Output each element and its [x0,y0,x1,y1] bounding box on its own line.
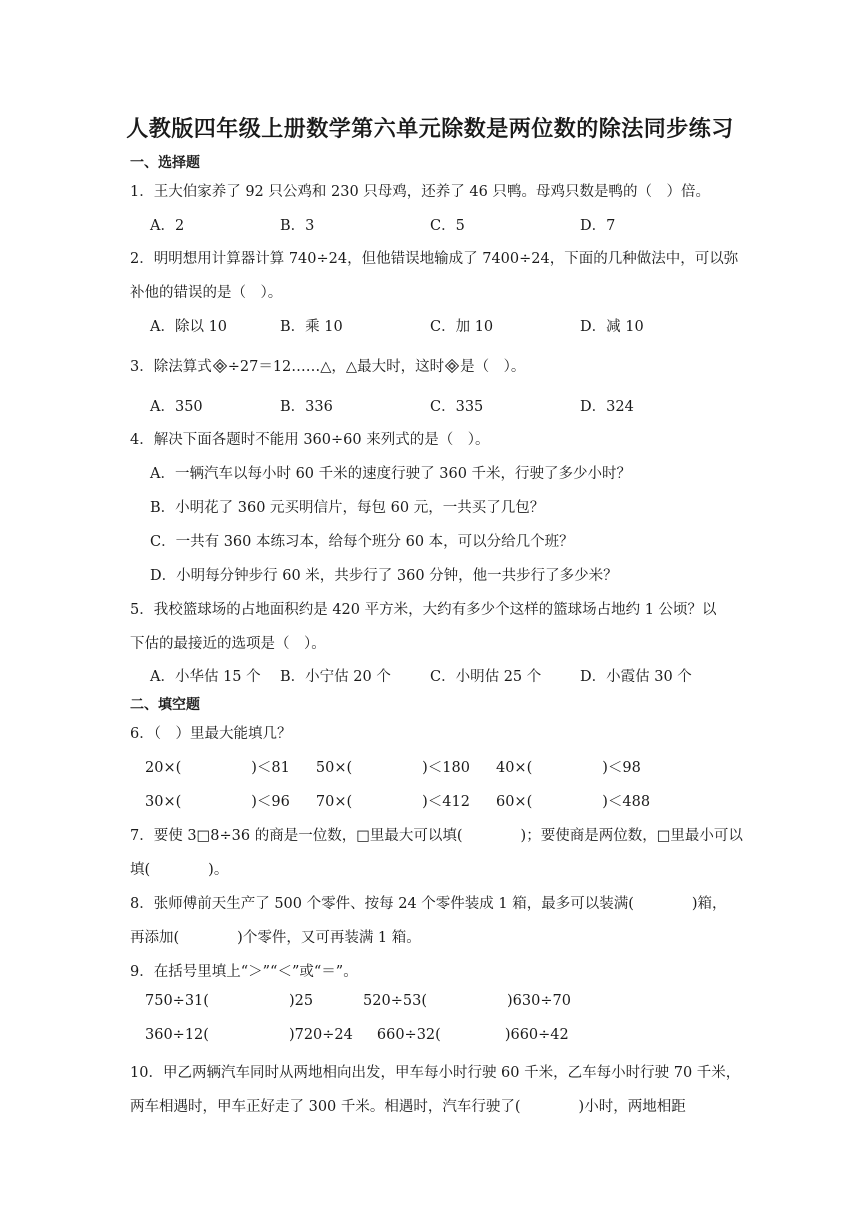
question-5-option-b: B．小宁估 20 个 [280,669,391,685]
question-1-option-b: B．3 [280,218,315,234]
question-1-option-a: A．2 [150,218,185,234]
question-6-row-1 [145,756,641,777]
question-6-text: 6．（ ）里最大能填几？ [130,726,292,742]
q6-r1-item3-start: 40×( [495,760,533,776]
q6-r2-item2-end: )＜412 [422,794,470,810]
question-1-text: 1．王大伯家养了 92 只公鸡和 230 只母鸡，还养了 46 只鸭。母鸡只数是鸭的（ ）倍。 [130,184,710,200]
question-3-option-b: B．336 [280,399,333,415]
q6-r2-item2-start: 70×( [315,794,353,810]
section-heading-fill: 二、填空题 [130,697,200,713]
q6-r2-item3-start: 60×( [495,794,533,810]
question-2-option-a: A．除以 10 [150,319,228,335]
q6-r1-item2-start: 50×( [315,760,353,776]
question-4-option-b: B．小明花了 360 元买明信片，每包 60 元，一共买了几包？ [150,500,545,516]
question-4-option-d: D．小明每分钟步行 60 米，共步行了 360 分钟，他一共步行了多少米？ [150,568,618,584]
q6-r1-item2-end: )＜180 [422,760,470,776]
q9-r1-item2-start: 520÷53( [363,993,427,1009]
q9-r1-item1-start: 750÷31( [145,993,209,1009]
question-5-option-c: C．小明估 25 个 [430,669,542,685]
q6-r1-item1-start: 20×( [145,760,182,776]
question-6-row-2 [145,790,650,811]
question-3-middle: ÷27＝12……△，△最大时，这时 [227,359,445,375]
question-4-option-c: C．一共有 360 本练习本，给每个班分 60 本，可以分给几个班？ [150,534,574,550]
question-2-text-line1: 2．明明想用计算器计算 740÷24，但他错误地输成了 7400÷24，下面的几种做法中，可以弥 [130,251,739,267]
question-1-option-c: C．5 [430,218,465,234]
diamond-symbol-icon [445,359,459,373]
question-9-row-2 [145,1027,569,1043]
section-heading-choice: 一、选择题 [130,155,200,171]
q9-r2-item1-end: )720÷24 [288,1027,353,1043]
question-2-option-c: C．加 10 [430,319,494,335]
question-2-option-d: D．减 10 [580,319,644,335]
question-5-text-line1: 5．我校篮球场的占地面积约是 420 平方米，大约有多少个这样的篮球场占地约 1 公顷？以 [130,602,717,618]
question-8-text-line2: 再添加( )个零件，又可再装满 1 箱。 [130,930,421,946]
q9-r2-item1-start: 360÷12( [145,1027,209,1043]
question-3-suffix: 是（ ）。 [460,359,526,375]
question-2-text-line2: 补他的错误的是（ ）。 [130,285,283,301]
question-7-text-line2: 填( )。 [130,862,229,878]
q9-r1-item1-end: )25 [288,993,314,1009]
question-3-option-a: A．350 [150,399,203,415]
q6-r1-item1-end: )＜81 [251,760,290,776]
question-9-text: 9．在括号里填上“＞”“＜”或“＝”。 [130,964,358,980]
q9-r2-item2-end: )660÷42 [504,1027,569,1043]
question-4-text: 4．解决下面各题时不能用 360÷60 来列式的是（ ）。 [130,432,490,448]
q6-r1-item3-end: )＜98 [602,760,641,776]
question-5-text-line2: 下估的最接近的选项是（ ）。 [130,636,326,652]
question-5-option-d: D．小霞估 30 个 [580,669,692,685]
q6-r2-item1-end: )＜96 [251,794,290,810]
question-10-text-line2: 两车相遇时，甲车正好走了 300 千米。相遇时，汽车行驶了( )小时，两地相距 [130,1099,686,1115]
q6-r2-item1-start: 30×( [145,794,182,810]
question-9-row-1 [145,993,571,1009]
question-10-text-line1: 10．甲乙两辆汽车同时从两地相向出发，甲车每小时行驶 60 千米，乙车每小时行驶 70 千米， [130,1065,741,1081]
question-3-prefix: 3．除法算式 [130,359,212,375]
diamond-symbol-icon [213,359,227,373]
question-3-option-d: D．324 [580,399,634,415]
page-title: 人教版四年级上册数学第六单元除数是两位数的除法同步练习 [126,116,734,142]
question-7-text-line1: 7．要使 3□8÷36 的商是一位数，□里最大可以填( )；要使商是两位数，□里最小可以 [130,828,743,844]
q6-r2-item3-end: )＜488 [602,794,651,810]
question-2-option-b: B．乘 10 [280,319,343,335]
question-3-option-c: C．335 [430,399,484,415]
question-4-option-a: A．一辆汽车以每小时 60 千米的速度行驶了 360 千米，行驶了多少小时？ [150,466,632,482]
question-3-text [130,355,525,376]
q9-r2-item2-start: 660÷32( [376,1027,441,1043]
q9-r1-item2-end: )630÷70 [506,993,571,1009]
question-5-option-a: A．小华估 15 个 [150,669,261,685]
question-8-text-line1: 8．张师傅前天生产了 500 个零件、按每 24 个零件装成 1 箱，最多可以装满( )箱， [130,896,727,912]
question-1-option-d: D．7 [580,218,616,234]
